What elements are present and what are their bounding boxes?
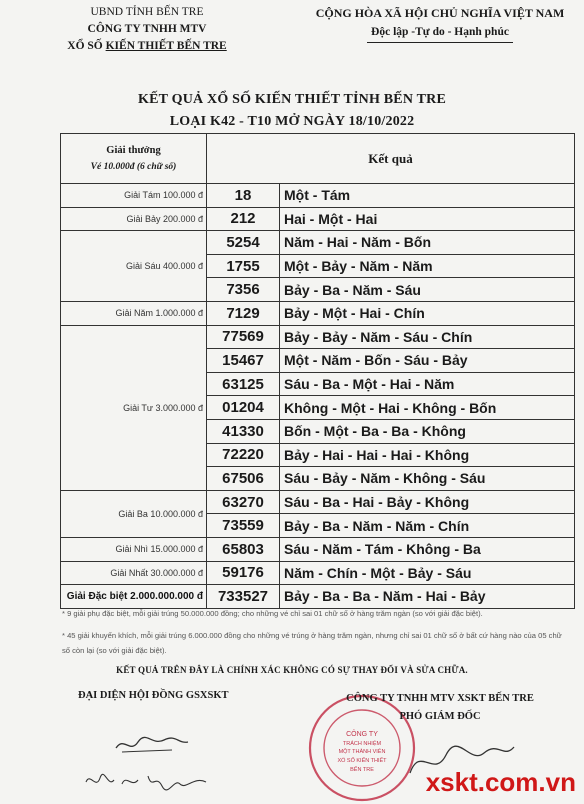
winning-number: 7356 xyxy=(207,278,280,302)
winning-number: 1755 xyxy=(207,254,280,278)
number-in-words: Bảy - Ba - Năm - Sáu xyxy=(280,278,575,302)
number-in-words: Một - Tám xyxy=(280,184,575,208)
winning-number: 72220 xyxy=(207,443,280,467)
svg-text:XỔ SỐ KIẾN THIẾT: XỔ SỐ KIẾN THIẾT xyxy=(337,758,387,764)
national-motto: Độc lập -Tự do - Hạnh phúc xyxy=(367,23,513,43)
prize-label: Giải Sáu 400.000 đ xyxy=(61,231,207,302)
winning-number: 15467 xyxy=(207,349,280,373)
winning-number: 59176 xyxy=(207,561,280,585)
header-prize-cell xyxy=(61,134,207,184)
prize-label: Giải Năm 1.000.000 đ xyxy=(61,301,207,325)
province-name: UBND TỈNH BẾN TRE xyxy=(90,6,204,18)
result-row xyxy=(61,561,575,585)
result-row xyxy=(61,490,575,514)
winning-number: 5254 xyxy=(207,231,280,255)
org-header xyxy=(62,4,232,55)
svg-text:BẾN TRE: BẾN TRE xyxy=(350,767,374,773)
number-in-words: Một - Bảy - Năm - Năm xyxy=(280,254,575,278)
number-in-words: Bảy - Hai - Hai - Hai - Không xyxy=(280,443,575,467)
number-in-words: Sáu - Bảy - Năm - Không - Sáu xyxy=(280,467,575,491)
result-row xyxy=(61,184,575,208)
result-row xyxy=(61,325,575,349)
number-in-words: Năm - Chín - Một - Bảy - Sáu xyxy=(280,561,575,585)
company-name-prefix: XỔ SỐ xyxy=(67,40,106,52)
svg-text:TRÁCH NHIỆM: TRÁCH NHIỆM xyxy=(342,741,382,747)
number-in-words: Bảy - Ba - Ba - Năm - Hai - Bảy xyxy=(280,585,575,609)
number-in-words: Không - Một - Hai - Không - Bốn xyxy=(280,396,575,420)
prize-label: Giải Tư 3.000.000 đ xyxy=(61,325,207,490)
site-watermark: xskt.com.vn xyxy=(425,767,576,797)
winning-number: 733527 xyxy=(207,585,280,609)
number-in-words: Một - Năm - Bốn - Sáu - Bảy xyxy=(280,349,575,373)
winning-number: 212 xyxy=(207,207,280,231)
prize-label: Giải Bảy 200.000 đ xyxy=(61,207,207,231)
number-in-words: Bốn - Một - Ba - Ba - Không xyxy=(280,419,575,443)
winning-number: 77569 xyxy=(207,325,280,349)
winning-number: 65803 xyxy=(207,537,280,561)
prize-label: Giải Nhất 30.000.000 đ xyxy=(61,561,207,585)
handwritten-signature-left xyxy=(112,728,192,758)
number-in-words: Sáu - Năm - Tám - Không - Ba xyxy=(280,537,575,561)
note-encouragement: * 45 giải khuyến khích, mỗi giải trúng 6.000.000 đồng cho những vé trúng ở hàng trăm ngàn, nhưng chỉ sai 01 chữ số ở bất cứ hàng nào của 05 chữ số còn lại (so với giải đặc biệt). xyxy=(62,631,562,655)
winning-number: 63270 xyxy=(207,490,280,514)
number-in-words: Hai - Một - Hai xyxy=(280,207,575,231)
number-in-words: Bảy - Một - Hai - Chín xyxy=(280,301,575,325)
handwritten-name-left xyxy=(82,768,212,796)
number-in-words: Sáu - Ba - Một - Hai - Năm xyxy=(280,372,575,396)
nation-name: CỘNG HÒA XÃ HỘI CHỦ NGHĨA VIỆT NAM xyxy=(315,6,565,20)
svg-text:CÔNG TY: CÔNG TY xyxy=(346,731,378,738)
result-row xyxy=(61,585,575,609)
note-special-consolation: * 9 giải phụ đặc biệt, mỗi giải trúng 50.000.000 đồng; cho những vé chỉ sai 01 chữ số ở hàng trăm ngàn (so với giải đặc biệt). xyxy=(62,609,483,618)
svg-text:MỘT THÀNH VIÊN: MỘT THÀNH VIÊN xyxy=(338,749,386,755)
document-title: KẾT QUẢ XỔ SỐ KIẾN THIẾT TỈNH BẾN TRE xyxy=(138,92,446,107)
company-name-underlined: KIẾN THIẾT BẾN TRE xyxy=(105,40,227,52)
draw-subtitle: LOẠI K42 - T10 MỞ NGÀY 18/10/2022 xyxy=(169,114,415,129)
result-row xyxy=(61,207,575,231)
supervisor-signature-title: ĐẠI DIỆN HỘI ĐỒNG GSXSKT xyxy=(78,690,229,701)
results-table xyxy=(60,133,575,609)
company-name xyxy=(62,38,232,55)
winning-number: 41330 xyxy=(207,419,280,443)
result-row xyxy=(61,537,575,561)
prize-label: Giải Tám 100.000 đ xyxy=(61,184,207,208)
result-row xyxy=(61,301,575,325)
number-in-words: Bảy - Ba - Năm - Năm - Chín xyxy=(280,514,575,538)
header-result-label: Kết quả xyxy=(207,134,575,184)
table-header-row xyxy=(61,134,575,184)
prize-label: Giải Đặc biệt 2.000.000.000 đ xyxy=(61,585,207,609)
number-in-words: Sáu - Ba - Hai - Bảy - Không xyxy=(280,490,575,514)
confirmation-statement: KẾT QUẢ TRÊN ĐÂY LÀ CHÍNH XÁC KHÔNG CÓ SỰ THAY ĐỔI VÀ SỬA CHỮA. xyxy=(116,665,468,675)
prize-label: Giải Ba 10.000.000 đ xyxy=(61,490,207,537)
header-prize-label: Giải thưởng xyxy=(106,144,161,156)
header-ticket-label: Vé 10.000đ (6 chữ số) xyxy=(90,161,177,172)
result-row xyxy=(61,231,575,255)
prize-label: Giải Nhì 15.000.000 đ xyxy=(61,537,207,561)
winning-number: 63125 xyxy=(207,372,280,396)
signature-position: PHÓ GIÁM ĐỐC xyxy=(399,711,481,722)
winning-number: 7129 xyxy=(207,301,280,325)
winning-number: 73559 xyxy=(207,514,280,538)
number-in-words: Bảy - Bảy - Năm - Sáu - Chín xyxy=(280,325,575,349)
winning-number: 67506 xyxy=(207,467,280,491)
company-type: CÔNG TY TNHH MTV xyxy=(87,23,207,35)
company-signature-block xyxy=(320,690,560,726)
number-in-words: Năm - Hai - Năm - Bốn xyxy=(280,231,575,255)
signature-company-name: CÔNG TY TNHH MTV XSKT BẾN TRE xyxy=(346,693,534,704)
winning-number: 01204 xyxy=(207,396,280,420)
winning-number: 18 xyxy=(207,184,280,208)
national-header xyxy=(300,4,580,43)
